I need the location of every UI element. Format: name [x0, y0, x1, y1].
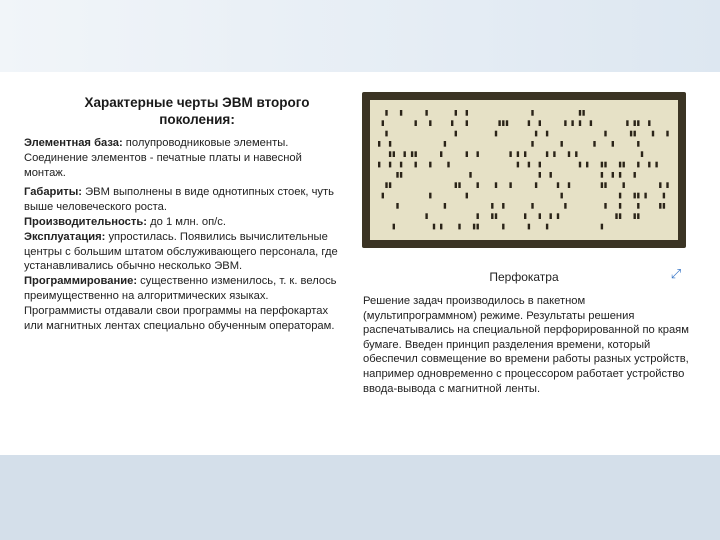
card-hole	[477, 213, 479, 219]
card-hole	[524, 151, 526, 157]
card-hole	[666, 182, 668, 188]
card-hole	[644, 193, 646, 199]
card-hole	[586, 162, 588, 168]
card-hole	[382, 120, 384, 126]
element-base-paragraph	[24, 136, 346, 180]
card-hole	[648, 120, 650, 126]
card-hole	[637, 203, 639, 209]
punch-card-image	[362, 92, 686, 248]
dimensions-label: Габариты:	[24, 186, 83, 199]
card-hole	[498, 120, 500, 126]
card-hole	[517, 162, 519, 168]
card-hole	[451, 120, 453, 126]
card-hole	[466, 151, 468, 157]
element-base-text: полупроводниковые элементы. Соединение элементов - печатные платы и навесной монтаж.	[24, 137, 302, 179]
card-hole	[648, 162, 650, 168]
expand-icon[interactable]: ⤢	[670, 266, 682, 281]
card-hole	[641, 151, 643, 157]
card-hole	[502, 203, 504, 209]
card-hole	[623, 182, 625, 188]
card-hole	[619, 213, 621, 219]
card-hole	[477, 182, 479, 188]
card-hole	[400, 110, 402, 116]
card-hole	[619, 193, 621, 199]
card-hole	[524, 213, 526, 219]
card-hole	[539, 120, 541, 126]
card-hole	[400, 162, 402, 168]
card-hole	[637, 141, 639, 147]
card-hole	[433, 224, 435, 230]
card-hole	[535, 131, 537, 137]
card-hole	[568, 182, 570, 188]
card-hole	[495, 182, 497, 188]
card-hole	[619, 172, 621, 178]
card-hole	[466, 120, 468, 126]
card-hole	[528, 162, 530, 168]
card-hole	[444, 203, 446, 209]
card-hole	[550, 172, 552, 178]
card-hole	[612, 172, 614, 178]
card-hole	[506, 120, 508, 126]
image-caption: Перфокатра	[489, 270, 559, 284]
card-hole	[491, 203, 493, 209]
card-hole	[389, 151, 391, 157]
card-hole	[502, 120, 504, 126]
card-hole	[382, 193, 384, 199]
footer-band	[0, 455, 720, 540]
card-hole	[634, 120, 636, 126]
card-hole	[546, 151, 548, 157]
card-hole	[389, 141, 391, 147]
card-hole	[385, 182, 387, 188]
card-hole	[378, 162, 380, 168]
operation-label: Эксплуатация:	[24, 230, 106, 243]
card-hole	[458, 182, 460, 188]
card-hole	[528, 120, 530, 126]
card-hole	[612, 141, 614, 147]
card-hole	[619, 203, 621, 209]
card-hole	[564, 120, 566, 126]
card-hole	[546, 224, 548, 230]
card-hole	[531, 110, 533, 116]
card-hole	[440, 224, 442, 230]
card-hole	[385, 110, 387, 116]
card-hole	[404, 151, 406, 157]
card-hole	[440, 151, 442, 157]
performance-paragraph	[24, 215, 346, 230]
card-hole	[630, 131, 632, 137]
card-hole	[429, 120, 431, 126]
card-hole	[579, 162, 581, 168]
card-hole	[561, 141, 563, 147]
card-hole	[469, 172, 471, 178]
card-hole	[429, 162, 431, 168]
operation-text: упростилась. Появились вычислительные центры с большим штатом обслуживающего персонала, где устанавливались обычно несколько ЭВМ.	[24, 230, 338, 273]
card-hole	[634, 131, 636, 137]
card-hole	[655, 162, 657, 168]
element-base-label: Элементная база:	[24, 137, 123, 149]
card-hole	[495, 213, 497, 219]
card-hole	[415, 151, 417, 157]
card-hole	[396, 203, 398, 209]
card-hole	[466, 110, 468, 116]
card-hole	[666, 131, 668, 137]
card-hole	[663, 203, 665, 209]
slide-content	[0, 72, 720, 455]
card-hole	[601, 224, 603, 230]
card-hole	[455, 131, 457, 137]
dimensions-paragraph	[24, 185, 346, 215]
punch-card-graphic	[362, 92, 686, 248]
card-hole	[619, 162, 621, 168]
programming-text: существенно изменилось, т. к. велось преимущественно на алгоритмических языках. Программисты отдавали свои программы на перфокартах или магнитных лентах специально обученным операторам.	[24, 275, 337, 332]
programming-label: Программирование:	[24, 275, 138, 288]
card-hole	[425, 213, 427, 219]
card-hole	[535, 182, 537, 188]
card-hole	[396, 172, 398, 178]
card-hole	[509, 151, 511, 157]
card-hole	[604, 131, 606, 137]
card-hole	[637, 213, 639, 219]
card-hole	[539, 162, 541, 168]
card-hole	[557, 213, 559, 219]
card-hole	[458, 224, 460, 230]
card-hole	[634, 213, 636, 219]
card-hole	[634, 193, 636, 199]
card-hole	[393, 224, 395, 230]
programming-paragraph	[24, 274, 346, 333]
card-hole	[517, 151, 519, 157]
card-hole	[415, 162, 417, 168]
card-hole	[546, 131, 548, 137]
card-hole	[579, 120, 581, 126]
card-hole	[557, 182, 559, 188]
card-hole	[477, 224, 479, 230]
card-hole	[604, 162, 606, 168]
card-hole	[502, 224, 504, 230]
card-hole	[531, 203, 533, 209]
card-hole	[553, 151, 555, 157]
card-hole	[539, 172, 541, 178]
card-hole	[637, 162, 639, 168]
performance-text: до 1 млн. оп/с.	[146, 215, 226, 228]
card-hole	[568, 151, 570, 157]
card-hole	[601, 172, 603, 178]
batch-processing-text: Решение задач производилось в пакетном (мультипрограммном) режиме. Результаты решения распечатывались на специальной перфорированной по краям бумаге. Введен принцип разделения времени, который обеспечил совмещение во времени работы разных устройств, например одновременно с процессором работает устройство ввода-вывода с магнитной ленты.	[363, 295, 689, 395]
card-hole	[604, 182, 606, 188]
card-hole	[477, 151, 479, 157]
card-hole	[571, 120, 573, 126]
card-hole	[491, 213, 493, 219]
card-hole	[637, 193, 639, 199]
card-hole	[400, 172, 402, 178]
card-hole	[582, 110, 584, 116]
card-hole	[444, 141, 446, 147]
card-hole	[415, 120, 417, 126]
card-hole	[637, 120, 639, 126]
card-hole	[429, 193, 431, 199]
section-title: Характерные черты ЭВМ второго поколения:	[84, 95, 310, 127]
card-hole	[466, 193, 468, 199]
card-hole	[623, 162, 625, 168]
card-hole	[385, 131, 387, 137]
card-hole	[561, 193, 563, 199]
header-band	[0, 0, 720, 72]
card-hole	[590, 120, 592, 126]
card-hole	[564, 203, 566, 209]
card-hole	[575, 151, 577, 157]
card-hole	[539, 213, 541, 219]
card-hole	[652, 131, 654, 137]
card-hole	[509, 182, 511, 188]
card-hole	[550, 213, 552, 219]
card-hole	[601, 182, 603, 188]
operation-paragraph	[24, 230, 346, 274]
card-hole	[495, 131, 497, 137]
card-hole	[528, 224, 530, 230]
card-hole	[615, 213, 617, 219]
card-hole	[663, 193, 665, 199]
card-hole	[659, 182, 661, 188]
card-hole	[425, 110, 427, 116]
card-hole	[411, 151, 413, 157]
card-hole	[447, 162, 449, 168]
performance-label: Производительность:	[24, 215, 147, 228]
card-hole	[473, 224, 475, 230]
card-hole	[393, 151, 395, 157]
card-hole	[626, 120, 628, 126]
card-hole	[659, 203, 661, 209]
card-hole	[455, 182, 457, 188]
card-hole	[455, 110, 457, 116]
card-hole	[604, 203, 606, 209]
card-hole	[579, 110, 581, 116]
features-section	[24, 94, 346, 333]
card-hole	[593, 141, 595, 147]
card-hole	[389, 182, 391, 188]
dimensions-text: ЭВМ выполнены в виде однотипных стоек, чуть выше человеческого роста.	[24, 186, 334, 214]
card-hole	[531, 141, 533, 147]
card-hole	[378, 141, 380, 147]
card-hole	[634, 172, 636, 178]
card-hole	[601, 162, 603, 168]
card-hole	[389, 162, 391, 168]
